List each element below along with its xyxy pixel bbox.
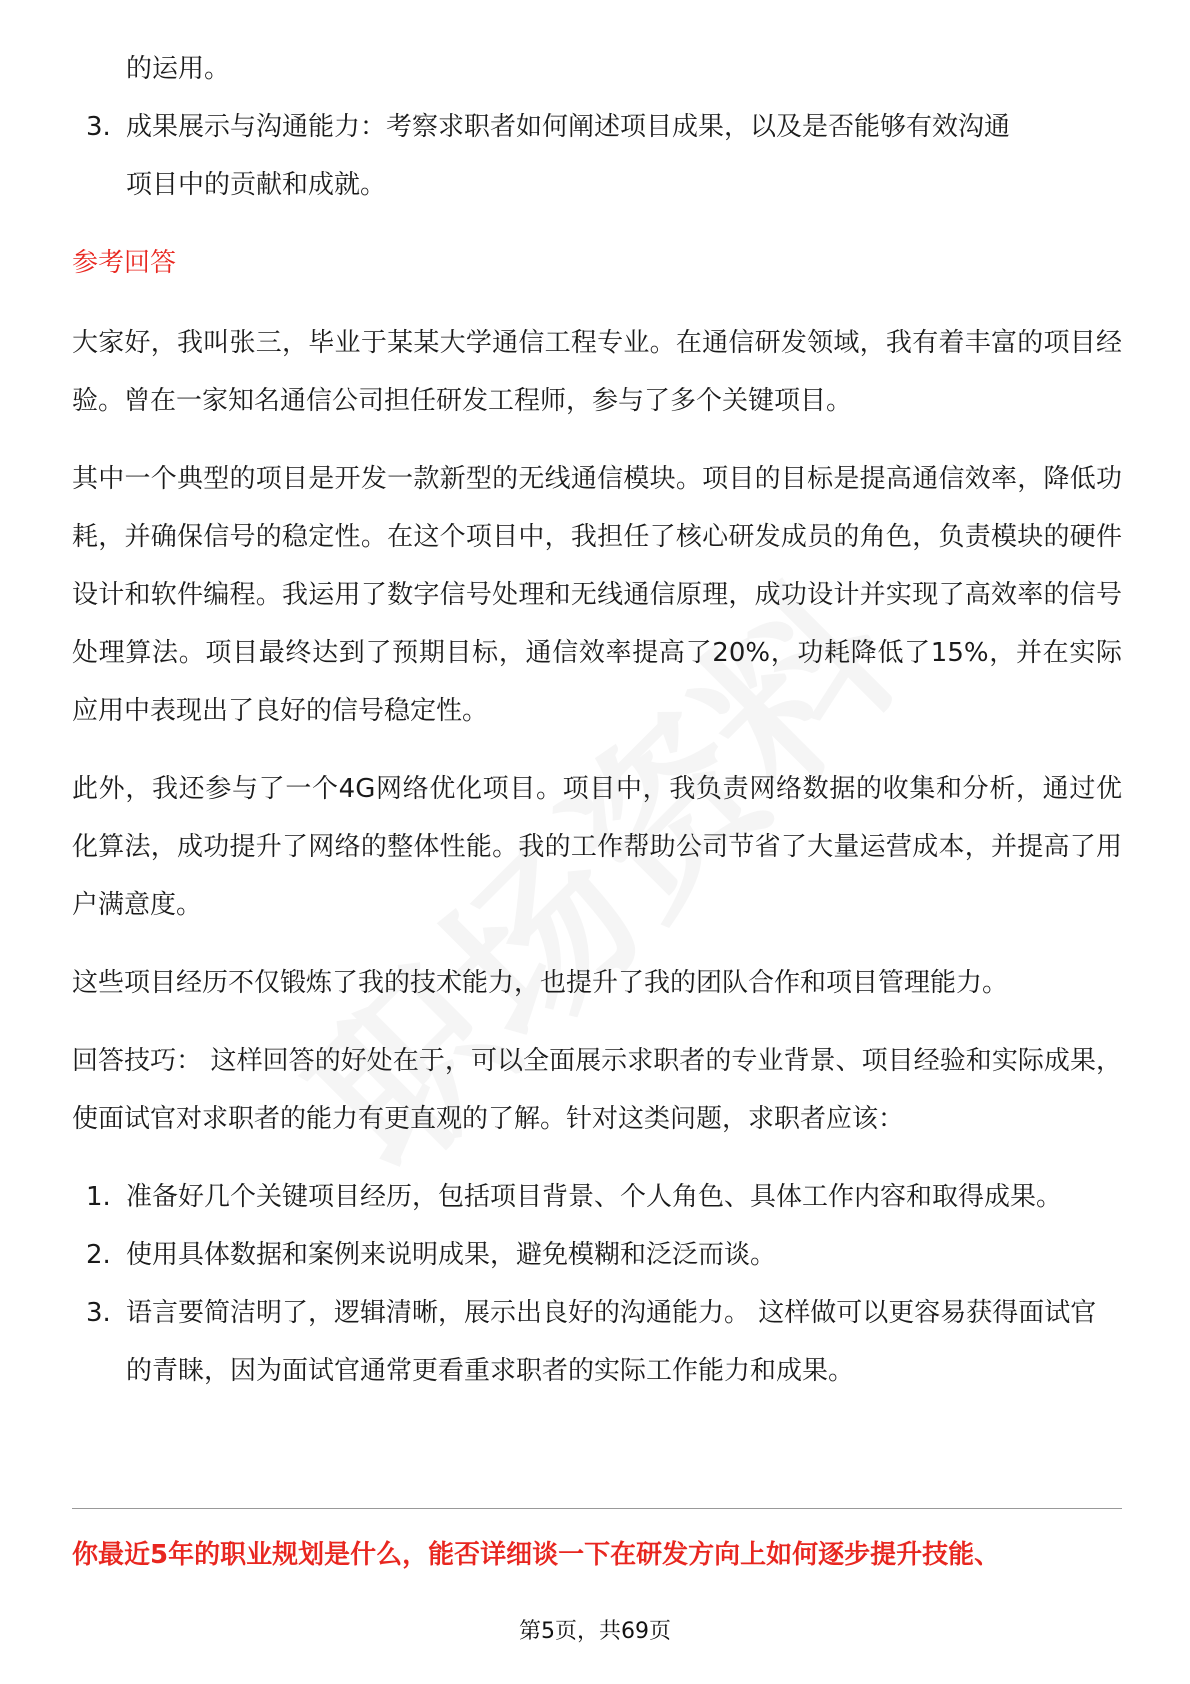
next-question-heading: 你最近5年的职业规划是什么，能否详细谈一下在研发方向上如何逐步提升技能、 xyxy=(72,1540,1001,1570)
list-item-text-line1: 成果展示与沟通能力：考察求职者如何阐述项目成果，以及是否能够有效沟通 xyxy=(126,112,1011,142)
list-item xyxy=(72,1226,1122,1284)
section-divider xyxy=(72,1508,1122,1509)
list-number: 1. xyxy=(86,1182,111,1212)
list-number: 3. xyxy=(86,112,111,142)
tips-list xyxy=(72,1168,1122,1400)
list-item-3 xyxy=(72,98,1122,214)
paragraph-project-1: 其中一个典型的项目是开发一款新型的无线通信模块。项目的目标是提高通信效率，降低功耗，并确保信号的稳定性。在这个项目中，我担任了核心研发成员的角色，负责模块的硬件设计和软件编程。我运用了数字信号处理和无线通信原理，成功设计并实现了高效率的信号处理算法。项目最终达到了预期目标，通信效率提高了20%，功耗降低了15%，并在实际应用中表现出了良好的信号稳定性。 xyxy=(72,464,1122,726)
paragraph-project-2: 此外，我还参与了一个4G网络优化项目。项目中，我负责网络数据的收集和分析，通过优化算法，成功提升了网络的整体性能。我的工作帮助公司节省了大量运营成本，并提高了用户满意度。 xyxy=(72,774,1122,920)
page-footer: 第5页，共69页 xyxy=(519,1619,671,1644)
paragraph-tips: 回答技巧： 这样回答的好处在于，可以全面展示求职者的专业背景、项目经验和实际成果，使面试官对求职者的能力有更直观的了解。针对这类问题，求职者应该： xyxy=(72,1046,1122,1134)
list-item-text: 使用具体数据和案例来说明成果，避免模糊和泛泛而谈。 xyxy=(126,1240,777,1270)
paragraph-intro: 大家好，我叫张三，毕业于某某大学通信工程专业。在通信研发领域，我有着丰富的项目经验。曾在一家知名通信公司担任研发工程师，参与了多个关键项目。 xyxy=(72,328,1122,416)
list-item-continuation: 的运用。 xyxy=(126,54,231,84)
list-number: 2. xyxy=(86,1240,111,1270)
list-item xyxy=(72,1284,1122,1400)
list-item-text-line2: 项目中的贡献和成就。 xyxy=(126,170,387,200)
paragraph-summary: 这些项目经历不仅锻炼了我的技术能力，也提升了我的团队合作和项目管理能力。 xyxy=(72,968,1009,998)
list-item xyxy=(72,1168,1122,1226)
document-page xyxy=(72,40,1122,1400)
list-number: 3. xyxy=(86,1298,111,1328)
list-item-text: 语言要简洁明了，逻辑清晰，展示出良好的沟通能力。 这样做可以更容易获得面试官的青睐，因为面试官通常更看重求职者的实际工作能力和成果。 xyxy=(126,1298,1097,1386)
list-item-text: 准备好几个关键项目经历，包括项目背景、个人角色、具体工作内容和取得成果。 xyxy=(126,1182,1063,1212)
reference-answer-heading: 参考回答 xyxy=(72,248,177,278)
